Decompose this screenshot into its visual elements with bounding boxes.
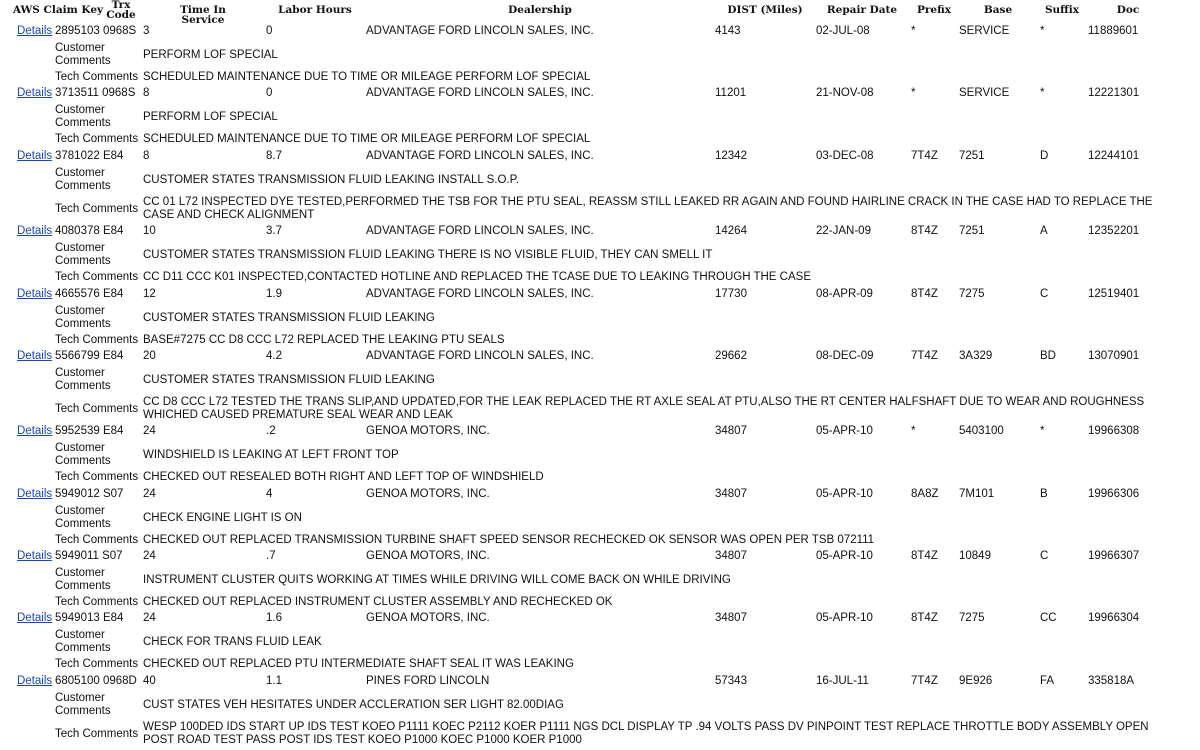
dealership-cell: ADVANTAGE FORD LINCOLN SALES, INC. <box>366 225 594 237</box>
claim-key-cell: 4665576 E84 <box>55 288 124 300</box>
dist-miles-cell: 34807 <box>715 425 747 437</box>
labor-hours-cell: 8.7 <box>266 150 282 162</box>
doc-cell: 335818A <box>1088 675 1135 687</box>
dealership-cell: PINES FORD LINCOLN <box>366 675 490 687</box>
repair-date-cell: 02-JUL-08 <box>816 25 870 37</box>
customer-comments-text: PERFORM LOF SPECIAL <box>143 111 278 123</box>
customer-comments-label: Customer Comments <box>55 167 111 192</box>
dist-miles-cell: 57343 <box>715 675 747 687</box>
dist-miles-cell: 34807 <box>715 488 747 500</box>
col-aws-claim-key: AWS Claim Key <box>12 4 104 16</box>
claim-key-cell: 6805100 0968D <box>55 675 137 687</box>
claim-key-cell: 4080378 E84 <box>55 225 124 237</box>
claim-key-cell: 5952539 E84 <box>55 425 124 437</box>
customer-comments-text: CUST STATES VEH HESITATES UNDER ACCLERATION SER LIGHT 82.00DIAG <box>143 699 564 711</box>
col-doc: Doc <box>1116 4 1140 16</box>
repair-date-cell: 03-DEC-08 <box>816 150 874 162</box>
customer-comments-label: Customer Comments <box>55 505 111 530</box>
claim-key-cell: 2895103 0968S <box>55 25 137 37</box>
base-cell: 7M101 <box>959 488 995 500</box>
details-link[interactable]: Details <box>17 225 53 237</box>
tech-comments-label: Tech Comments <box>55 534 139 546</box>
tech-comments-text: CHECKED OUT REPLACED PTU INTERMEDIATE SHAFT SEAL IT WAS LEAKING <box>143 658 574 670</box>
prefix-cell: * <box>911 425 916 437</box>
suffix-cell: C <box>1040 288 1049 300</box>
tech-comments-label: Tech Comments <box>55 271 139 283</box>
suffix-cell: FA <box>1040 675 1055 687</box>
suffix-cell: C <box>1040 550 1049 562</box>
details-link[interactable]: Details <box>17 150 53 162</box>
customer-comments-text: WINDSHIELD IS LEAKING AT LEFT FRONT TOP <box>143 449 399 461</box>
dealership-cell: ADVANTAGE FORD LINCOLN SALES, INC. <box>366 150 594 162</box>
time-in-service-cell: 3 <box>143 25 150 37</box>
labor-hours-cell: 1.1 <box>266 675 282 687</box>
details-link[interactable]: Details <box>17 488 53 500</box>
suffix-cell: CC <box>1040 612 1057 624</box>
doc-cell: 19966307 <box>1088 550 1140 562</box>
customer-comments-label: Customer Comments <box>55 692 111 717</box>
table-row <box>0 150 1200 164</box>
doc-cell: 12221301 <box>1088 87 1140 99</box>
customer-comments-text: CUSTOMER STATES TRANSMISSION FLUID LEAKING THERE IS NO VISIBLE FLUID, THEY CAN SMELL IT <box>143 249 713 261</box>
dist-miles-cell: 34807 <box>715 550 747 562</box>
tech-comments-text: BASE#7275 CC D8 CCC L72 REPLACED THE LEAKING PTU SEALS <box>143 334 505 346</box>
col-time-in-service: Time In Service <box>180 4 226 26</box>
customer-comments-label: Customer Comments <box>55 305 111 330</box>
dealership-cell: GENOA MOTORS, INC. <box>366 488 490 500</box>
dist-miles-cell: 29662 <box>715 350 747 362</box>
table-row <box>0 675 1200 689</box>
repair-date-cell: 22-JAN-09 <box>816 225 871 237</box>
dist-miles-cell: 17730 <box>715 288 747 300</box>
dealership-cell: ADVANTAGE FORD LINCOLN SALES, INC. <box>366 25 594 37</box>
repair-date-cell: 08-DEC-09 <box>816 350 874 362</box>
details-link[interactable]: Details <box>17 288 53 300</box>
table-row <box>0 612 1200 626</box>
suffix-cell: D <box>1040 150 1049 162</box>
time-in-service-cell: 20 <box>143 350 156 362</box>
table-row <box>0 225 1200 239</box>
tech-comments-text: CHECKED OUT REPLACED TRANSMISSION TURBINE SHAFT SPEED SENSOR RECHECKED OK SENSOR WAS OPEN PER TSB 072111 <box>143 534 875 546</box>
suffix-cell: * <box>1040 87 1045 99</box>
col-prefix: Prefix <box>916 4 951 16</box>
prefix-cell: 7T4Z <box>911 350 938 362</box>
time-in-service-cell: 8 <box>143 87 150 99</box>
dist-miles-cell: 12342 <box>715 150 747 162</box>
table-row <box>0 288 1200 302</box>
tech-comments-text: SCHEDULED MAINTENANCE DUE TO TIME OR MILEAGE PERFORM LOF SPECIAL <box>143 71 591 83</box>
dealership-cell: GENOA MOTORS, INC. <box>366 425 490 437</box>
prefix-cell: 7T4Z <box>911 150 938 162</box>
table-row <box>0 350 1200 364</box>
repair-date-cell: 05-APR-10 <box>816 425 873 437</box>
col-trx-code: Trx Code <box>106 0 136 21</box>
dealership-cell: ADVANTAGE FORD LINCOLN SALES, INC. <box>366 288 594 300</box>
doc-cell: 19966306 <box>1088 488 1140 500</box>
base-cell: 7251 <box>959 225 985 237</box>
prefix-cell: * <box>911 87 916 99</box>
suffix-cell: B <box>1040 488 1048 500</box>
col-suffix: Suffix <box>1044 4 1080 16</box>
customer-comments-label: Customer Comments <box>55 367 111 392</box>
prefix-cell: 8T4Z <box>911 612 938 624</box>
table-row <box>0 488 1200 502</box>
col-base: Base <box>983 4 1013 16</box>
details-link[interactable]: Details <box>17 612 53 624</box>
doc-cell: 19966308 <box>1088 425 1140 437</box>
tech-comments-label: Tech Comments <box>55 203 139 215</box>
suffix-cell: BD <box>1040 350 1056 362</box>
base-cell: 5403100 <box>959 425 1004 437</box>
customer-comments-text: CUSTOMER STATES TRANSMISSION FLUID LEAKING INSTALL S.O.P. <box>143 174 519 186</box>
customer-comments-text: CHECK ENGINE LIGHT IS ON <box>143 512 302 524</box>
repair-date-cell: 05-APR-10 <box>816 612 873 624</box>
doc-cell: 12519401 <box>1088 288 1140 300</box>
tech-comments-label: Tech Comments <box>55 658 139 670</box>
tech-comments-text: CHECKED OUT RESEALED BOTH RIGHT AND LEFT TOP OF WINDSHIELD <box>143 471 544 483</box>
tech-comments-text: WESP 100DED IDS START UP IDS TEST KOEO P1111 KOEC P2112 KOER P1111 NGS DCL DISPLAY TP .94 VOLTS PASS DV PINPOINT TEST REPLACE THROTTLE BODY ASSEMBLY OPEN POST ROAD TEST PASS POST IDS TEST KOEO P1000 KOEC P1000 KOER P1000 <box>143 721 1149 746</box>
labor-hours-cell: 4.2 <box>266 350 282 362</box>
tech-comments-text: CHECKED OUT REPLACED INSTRUMENT CLUSTER ASSEMBLY AND RECHECKED OK <box>143 596 613 608</box>
tech-comments-text: CC D8 CCC L72 TESTED THE TRANS SLIP,AND UPDATED,FOR THE LEAK REPLACED THE RT AXLE SEAL AT PTU,ALSO THE RT CENTER HALFSHAFT DUE TO WEAR AND ROUGHNESS WHICHED CAUSED PREMATURE SEAL WEAR AND LEAK <box>143 396 1145 421</box>
base-cell: 7251 <box>959 150 985 162</box>
tech-comments-text: CC 01 L72 INSPECTED DYE TESTED,PERFORMED THE TSB FOR THE PTU SEAL, REASSM STILL LEAKED RR AGAIN AND FOUND HAIRLINE CRACK IN THE CASE HAD TO REPLACE THE CASE AND CHECK ALIGNMENT <box>143 196 1153 221</box>
customer-comments-text: CUSTOMER STATES TRANSMISSION FLUID LEAKING <box>143 312 435 324</box>
table-row <box>0 425 1200 439</box>
base-cell: 7275 <box>959 288 985 300</box>
doc-cell: 12352201 <box>1088 225 1140 237</box>
repair-date-cell: 05-APR-10 <box>816 550 873 562</box>
customer-comments-text: INSTRUMENT CLUSTER QUITS WORKING AT TIMES WHILE DRIVING WILL COME BACK ON WHILE DRIVING <box>143 574 731 586</box>
suffix-cell: * <box>1040 25 1045 37</box>
details-link[interactable]: Details <box>17 675 53 687</box>
claim-key-cell: 5949013 E84 <box>55 612 124 624</box>
table-row <box>0 25 1200 39</box>
customer-comments-label: Customer Comments <box>55 242 111 267</box>
base-cell: 9E926 <box>959 675 993 687</box>
tech-comments-label: Tech Comments <box>55 334 139 346</box>
base-cell: 3A329 <box>959 350 993 362</box>
dealership-cell: ADVANTAGE FORD LINCOLN SALES, INC. <box>366 350 594 362</box>
time-in-service-cell: 24 <box>143 550 156 562</box>
time-in-service-cell: 24 <box>143 612 156 624</box>
dist-miles-cell: 4143 <box>715 25 741 37</box>
details-link[interactable]: Details <box>17 87 53 99</box>
doc-cell: 11889601 <box>1088 25 1139 37</box>
claim-key-cell: 5949011 S07 <box>55 550 123 562</box>
suffix-cell: A <box>1040 225 1048 237</box>
tech-comments-label: Tech Comments <box>55 596 139 608</box>
doc-cell: 12244101 <box>1088 150 1140 162</box>
tech-comments-text: SCHEDULED MAINTENANCE DUE TO TIME OR MILEAGE PERFORM LOF SPECIAL <box>143 133 591 145</box>
col-labor-hours: Labor Hours <box>278 4 352 16</box>
repair-date-cell: 21-NOV-08 <box>816 87 874 99</box>
tech-comments-text: CC D11 CCC K01 INSPECTED,CONTACTED HOTLINE AND REPLACED THE TCASE DUE TO LEAKING THROUGH THE CASE <box>143 271 811 283</box>
time-in-service-cell: 10 <box>143 225 156 237</box>
col-dist-miles: DIST (Miles) <box>727 4 803 16</box>
customer-comments-text: CHECK FOR TRANS FLUID LEAK <box>143 636 322 648</box>
labor-hours-cell: 1.6 <box>266 612 282 624</box>
base-cell: SERVICE <box>959 87 1010 99</box>
customer-comments-label: Customer Comments <box>55 442 111 467</box>
labor-hours-cell: 3.7 <box>266 225 282 237</box>
details-link[interactable]: Details <box>17 425 53 437</box>
tech-comments-label: Tech Comments <box>55 403 139 415</box>
dist-miles-cell: 11201 <box>715 87 747 99</box>
dealership-cell: ADVANTAGE FORD LINCOLN SALES, INC. <box>366 87 594 99</box>
time-in-service-cell: 24 <box>143 425 156 437</box>
tech-comments-label: Tech Comments <box>55 471 139 483</box>
repair-date-cell: 08-APR-09 <box>816 288 873 300</box>
customer-comments-label: Customer Comments <box>55 42 111 67</box>
customer-comments-text: PERFORM LOF SPECIAL <box>143 49 278 61</box>
repair-date-cell: 16-JUL-11 <box>816 675 869 687</box>
suffix-cell: * <box>1040 425 1045 437</box>
prefix-cell: 8T4Z <box>911 288 938 300</box>
details-link[interactable]: Details <box>17 550 53 562</box>
table-row <box>0 550 1200 564</box>
base-cell: 10849 <box>959 550 991 562</box>
col-repair-date: Repair Date <box>826 4 898 16</box>
col-dealership: Dealership <box>508 4 572 16</box>
labor-hours-cell: 1.9 <box>266 288 282 300</box>
repair-date-cell: 05-APR-10 <box>816 488 873 500</box>
table-header <box>0 0 1200 26</box>
claim-key-cell: 3781022 E84 <box>55 150 124 162</box>
prefix-cell: * <box>911 25 916 37</box>
claim-key-cell: 3713511 0968S <box>55 87 136 99</box>
dist-miles-cell: 34807 <box>715 612 747 624</box>
doc-cell: 13070901 <box>1088 350 1140 362</box>
labor-hours-cell: .2 <box>266 425 276 437</box>
customer-comments-text: CUSTOMER STATES TRANSMISSION FLUID LEAKING <box>143 374 435 386</box>
dist-miles-cell: 14264 <box>715 225 747 237</box>
tech-comments-label: Tech Comments <box>55 71 139 83</box>
base-cell: SERVICE <box>959 25 1010 37</box>
time-in-service-cell: 12 <box>143 288 156 300</box>
labor-hours-cell: 4 <box>266 488 273 500</box>
claim-key-cell: 5949012 S07 <box>55 488 124 500</box>
time-in-service-cell: 8 <box>143 150 150 162</box>
table-row <box>0 87 1200 101</box>
details-link[interactable]: Details <box>17 25 53 37</box>
labor-hours-cell: 0 <box>266 25 273 37</box>
customer-comments-label: Customer Comments <box>55 629 111 654</box>
doc-cell: 19966304 <box>1088 612 1140 624</box>
customer-comments-label: Customer Comments <box>55 567 111 592</box>
time-in-service-cell: 24 <box>143 488 156 500</box>
time-in-service-cell: 40 <box>143 675 156 687</box>
prefix-cell: 8T4Z <box>911 225 938 237</box>
customer-comments-label: Customer Comments <box>55 104 111 129</box>
tech-comments-label: Tech Comments <box>55 133 139 145</box>
dealership-cell: GENOA MOTORS, INC. <box>366 550 490 562</box>
prefix-cell: 8T4Z <box>911 550 938 562</box>
labor-hours-cell: 0 <box>266 87 273 99</box>
details-link[interactable]: Details <box>17 350 53 362</box>
prefix-cell: 8A8Z <box>911 488 939 500</box>
base-cell: 7275 <box>959 612 985 624</box>
prefix-cell: 7T4Z <box>911 675 938 687</box>
labor-hours-cell: .7 <box>266 550 276 562</box>
dealership-cell: GENOA MOTORS, INC. <box>366 612 490 624</box>
tech-comments-label: Tech Comments <box>55 728 139 740</box>
claim-key-cell: 5566799 E84 <box>55 350 124 362</box>
